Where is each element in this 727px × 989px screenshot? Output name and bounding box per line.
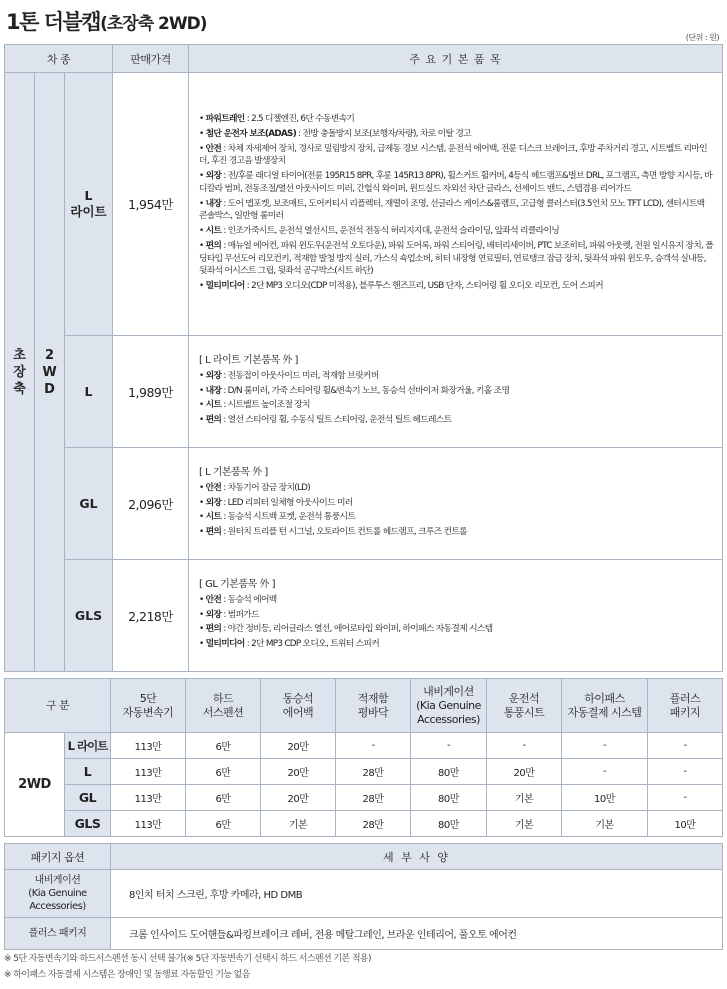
option-cell: - (336, 733, 411, 759)
feature-category: 첨단 운전자 보조(ADAS) (205, 128, 297, 139)
feature-item: • 편의 : 매뉴얼 에어컨, 파워 윈도우(운전석 오토다운), 파워 도어록, 파워 스티어링, 배터리세이버, PTC 보조히터, 파워 아웃렛, 전원 일시유지 장치, 폴딩타입 무선도어 리모컨키, 적재함 발청 방지 실러, 가스식 쇽업소버, 히터 내장형 연료필터, 연료탱크 잠금 장치, 뒷좌석 파워 윈도우, 승객석 실내등, 뒷좌석 어시스트 그립, 뒷좌석 공구박스(시트 하단) (199, 241, 714, 277)
option-drive: 2WD (5, 733, 65, 837)
option-cell: 80만 (411, 785, 487, 811)
feature-item: • 안전 : 차동기어 잠금 장치(LD) (199, 483, 310, 494)
option-cell: 80만 (411, 811, 487, 837)
feature-text: : 도어 맵포켓, 보조매트, 도어커티시 리플렉터, 재떨이 조명, 선글라스 케이스&룸램프, 고급형 클러스터(3.5인치 모노 TFT LCD), 센터시트백 콘솔박스, 일반형 룸미러 (199, 198, 705, 222)
feature-item: • 편의 : 열선 스티어링 휠, 수동식 틸트 스티어링, 운전석 틸트 헤드레스트 (199, 414, 452, 425)
option-cell: 6만 (186, 759, 261, 785)
note: ※ 5단 자동변속기와 하드서스펜션 동시 선택 불가(※ 5단 자동변속기 선택시 하드 서스펜션 기본 적용) (4, 954, 371, 964)
package-table (4, 843, 723, 950)
page-title (6, 6, 207, 36)
option-header: 내비게이션 (Kia Genuine Accessories) (411, 679, 487, 733)
option-cell: 6만 (186, 811, 261, 837)
option-cell: 80만 (411, 759, 487, 785)
feature-category: 내장 (205, 385, 222, 396)
feature-category: 외장 (205, 497, 222, 508)
feature-category: 멀티미디어 (205, 281, 245, 292)
option-cell: 6만 (186, 733, 261, 759)
group-axle: 초 장 축 (5, 73, 35, 672)
option-cell: 20만 (261, 759, 336, 785)
feature-item: • 외장 : LED 리피터 일체형 아웃사이드 미러 (199, 497, 353, 508)
header-price: 판매가격 (113, 45, 189, 73)
feature-text: : 2.5 디젤엔진, 6단 수동변속기 (244, 113, 355, 124)
features-cell (189, 560, 723, 672)
option-header: 5단 자동변속기 (111, 679, 186, 733)
option-cell: 28만 (336, 785, 411, 811)
features-header: [ L 기본품목 外 ] (199, 466, 268, 478)
package-name: 플러스 패키지 (5, 918, 111, 950)
feature-category: 안전 (205, 143, 222, 154)
option-cell: - (562, 759, 648, 785)
option-header: 동승석 에어백 (261, 679, 336, 733)
feature-text: : 2단 MP3 오디오(CDP 미적용), 블루투스 핸즈프리, USB 단자, 스티어링 휠 오디오 리모컨, 도어 스피커 (244, 281, 603, 292)
option-cell: 28만 (336, 759, 411, 785)
features-header: [ GL 기본품목 外 ] (199, 578, 275, 590)
title-sub: (초장축 2WD) (100, 14, 207, 34)
features-cell (189, 336, 723, 448)
feature-text: : D/N 룸미러, 가죽 스티어링 휠&변속기 노브, 동승석 선바이저 화장거울, 키홀 조명 (221, 385, 510, 396)
feature-category: 멀티미디어 (205, 638, 245, 649)
feature-text: : 동승석 시트백 포켓, 운전석 통풍시트 (221, 512, 356, 523)
feature-item: • 편의 : 원터치 트리플 턴 시그널, 오토라이트 컨트롤 헤드램프, 크루즈 컨트롤 (199, 526, 467, 537)
option-cell: - (562, 733, 648, 759)
option-cell: 113만 (111, 785, 186, 811)
option-cell: - (648, 785, 723, 811)
option-cell: - (411, 733, 487, 759)
option-trim: GLS (65, 811, 111, 837)
option-header: 하드 서스펜션 (186, 679, 261, 733)
feature-item: • 편의 : 야간 정비등, 리어글라스 열선, 에어로타입 와이퍼, 하이패스 자동결제 시스템 (199, 624, 493, 635)
option-header: 구 분 (5, 679, 111, 733)
feature-item: • 안전 : 차체 자세제어 장치, 경사로 밀림방지 장치, 급제동 경보 시스템, 운전석 에어백, 전륜 디스크 브레이크, 후방 주차거리 경고, 시트벨트 리마인더, 후진 경고음 발생장치 (199, 143, 707, 167)
feature-text: : 2단 MP3 CDP 오디오, 트위터 스피커 (244, 638, 380, 649)
option-cell: - (487, 733, 562, 759)
feature-text: : 열선 스티어링 휠, 수동식 틸트 스티어링, 운전석 틸트 헤드레스트 (221, 414, 452, 425)
option-cell: 10만 (648, 811, 723, 837)
feature-category: 편의 (205, 624, 222, 635)
trim-cell: GLS (65, 560, 113, 672)
feature-item: • 안전 : 동승석 에어백 (199, 595, 277, 606)
feature-category: 시트 (205, 226, 222, 237)
feature-text: : 차체 자세제어 장치, 경사로 밀림방지 장치, 급제동 경보 시스템, 운전석 에어백, 전륜 디스크 브레이크, 후방 주차거리 경고, 시트벨트 리마인더, 후진 경고음 발생장치 (199, 143, 707, 167)
package-detail: 크롬 인사이드 도어핸들&파킹브레이크 레버, 전용 메탈그레인, 브라운 인테리어, 풀오토 에어컨 (111, 918, 723, 950)
option-cell: 113만 (111, 733, 186, 759)
option-header: 운전석 통풍시트 (487, 679, 562, 733)
feature-item: • 파워트레인 : 2.5 디젤엔진, 6단 수동변속기 (199, 113, 355, 124)
feature-text: : 야간 정비등, 리어글라스 열선, 에어로타입 와이퍼, 하이패스 자동결제 시스템 (221, 624, 493, 635)
feature-text: : 전/후륜 래디얼 타이어(전륜 195R15 8PR, 후륜 145R13 8PR), 휠스커트 휠커버, 4등식 헤드램프&벌브 DRL, 포그램프, 측면 방향 지시등, 바디칼라 범퍼, 전동조절/열선 아웃사이드 미러, 간헐식 와이퍼, 윈드실드 자외선 차단 글라스, 선셰이드 밴드, 스텝겸용 리어가드 (199, 171, 712, 194)
feature-item: • 내장 : 도어 맵포켓, 보조매트, 도어커티시 리플렉터, 재떨이 조명, 선글라스 케이스&룸램프, 고급형 클러스터(3.5인치 모노 TFT LCD), 센터시트백 콘솔박스, 일반형 룸미러 (199, 198, 705, 222)
option-cell: 기본 (487, 785, 562, 811)
feature-text: : 차동기어 잠금 장치(LD) (221, 483, 310, 494)
features-cell (189, 448, 723, 560)
option-trim: L (65, 759, 111, 785)
option-trim: GL (65, 785, 111, 811)
option-header: 적재함 평바닥 (336, 679, 411, 733)
feature-item: • 시트 : 시트벨트 높이조절 장치 (199, 400, 310, 411)
package-name: 내비게이션 (Kia Genuine Accessories) (5, 870, 111, 918)
feature-item: • 내장 : D/N 룸미러, 가죽 스티어링 휠&변속기 노브, 동승석 선바이저 화장거울, 키홀 조명 (199, 385, 510, 396)
feature-category: 시트 (205, 400, 222, 411)
feature-category: 파워트레인 (205, 113, 245, 124)
option-cell: 기본 (261, 811, 336, 837)
feature-category: 편의 (205, 526, 222, 537)
feature-text: : LED 리피터 일체형 아웃사이드 미러 (221, 497, 353, 508)
option-cell: 28만 (336, 811, 411, 837)
feature-category: 편의 (205, 414, 222, 425)
feature-item: • 외장 : 범퍼가드 (199, 609, 259, 620)
option-cell: - (648, 733, 723, 759)
feature-text: : 전방 충돌방지 보조(보행자/차량), 차로 이탈 경고 (296, 128, 471, 139)
feature-text: : 범퍼가드 (221, 609, 259, 620)
option-cell: 기본 (487, 811, 562, 837)
package-header-detail: 세 부 사 양 (111, 844, 723, 870)
option-cell: 10만 (562, 785, 648, 811)
feature-category: 안전 (205, 483, 222, 494)
trim-cell: L 라이트 (65, 73, 113, 336)
feature-item: • 멀티미디어 : 2단 MP3 CDP 오디오, 트위터 스피커 (199, 638, 380, 649)
header-type: 차 종 (5, 45, 113, 73)
package-header-option: 패키지 옵션 (5, 844, 111, 870)
feature-category: 시트 (205, 512, 222, 523)
feature-category: 안전 (205, 595, 222, 606)
price-cell: 1,989만 (113, 336, 189, 448)
note: ※ 하이패스 자동결제 시스템은 장애인 및 동행료 자동할인 기능 없음 (4, 970, 250, 980)
feature-category: 외장 (205, 171, 222, 182)
feature-text: : 동승석 에어백 (221, 595, 277, 606)
feature-text: : 인조가죽시트, 운전석 열선시트, 운전석 전동식 허리지지대, 운전석 슬라이딩, 앞좌석 리클라이닝 (221, 226, 560, 237)
option-table (4, 678, 723, 837)
option-cell: 6만 (186, 785, 261, 811)
unit-label: (단위 : 원) (685, 33, 719, 42)
group-drive: 2 W D (35, 73, 65, 672)
option-header: 하이패스 자동결제 시스템 (562, 679, 648, 733)
feature-category: 외장 (205, 371, 222, 382)
option-cell: 20만 (261, 733, 336, 759)
option-cell: 113만 (111, 759, 186, 785)
feature-category: 편의 (205, 241, 222, 252)
option-header: 플러스 패키지 (648, 679, 723, 733)
feature-item: • 첨단 운전자 보조(ADAS) : 전방 충돌방지 보조(보행자/차량), 차로 이탈 경고 (199, 128, 471, 139)
option-cell: 20만 (261, 785, 336, 811)
option-cell: - (648, 759, 723, 785)
price-cell: 2,218만 (113, 560, 189, 672)
header-features: 주 요 기 본 품 목 (189, 45, 723, 73)
package-detail: 8인치 터치 스크린, 후방 카메라, HD DMB (111, 870, 723, 918)
trim-cell: GL (65, 448, 113, 560)
feature-text: : 매뉴얼 에어컨, 파워 윈도우(운전석 오토다운), 파워 도어록, 파워 스티어링, 배터리세이버, PTC 보조히터, 파워 아웃렛, 전원 일시유지 장치, 폴딩타입 무선도어 리모컨키, 적재함 발청 방지 실러, 가스식 쇽업소버, 히터 내장형 연료필터, 연료탱크 잠금 장치, 뒷좌석 파워 윈도우, 승객석 실내등, 뒷좌석 어시스트 그립, 뒷좌석 공구박스(시트 하단) (199, 241, 714, 277)
feature-category: 내장 (205, 198, 222, 209)
option-cell: 20만 (487, 759, 562, 785)
feature-item: • 시트 : 동승석 시트백 포켓, 운전석 통풍시트 (199, 512, 356, 523)
feature-category: 외장 (205, 609, 222, 620)
option-cell: 기본 (562, 811, 648, 837)
feature-text: : 시트벨트 높이조절 장치 (221, 400, 310, 411)
feature-item: • 외장 : 전/후륜 래디얼 타이어(전륜 195R15 8PR, 후륜 145R13 8PR), 휠스커트 휠커버, 4등식 헤드램프&벌브 DRL, 포그램프, 측면 방향 지시등, 바디칼라 범퍼, 전동조절/열선 아웃사이드 미러, 간헐식 와이퍼, 윈드실드 자외선 차단 글라스, 선셰이드 밴드, 스텝겸용 리어가드 (199, 171, 712, 194)
title-main: 1톤 더블캡 (6, 10, 101, 34)
feature-text: : 원터치 트리플 턴 시그널, 오토라이트 컨트롤 헤드램프, 크루즈 컨트롤 (221, 526, 467, 537)
features-cell (189, 73, 723, 336)
price-cell: 1,954만 (113, 73, 189, 336)
feature-item: • 외장 : 전동접이 아웃사이드 미러, 적재함 브릿커버 (199, 371, 379, 382)
trim-cell: L (65, 336, 113, 448)
feature-item: • 시트 : 인조가죽시트, 운전석 열선시트, 운전석 전동식 허리지지대, 운전석 슬라이딩, 앞좌석 리클라이닝 (199, 226, 560, 237)
features-header: [ L 라이트 기본품목 外 ] (199, 354, 298, 366)
option-trim: L 라이트 (65, 733, 111, 759)
spec-table (4, 44, 723, 672)
price-cell: 2,096만 (113, 448, 189, 560)
feature-text: : 전동접이 아웃사이드 미러, 적재함 브릿커버 (221, 371, 379, 382)
feature-item: • 멀티미디어 : 2단 MP3 오디오(CDP 미적용), 블루투스 핸즈프리, USB 단자, 스티어링 휠 오디오 리모컨, 도어 스피커 (199, 281, 603, 292)
option-cell: 113만 (111, 811, 186, 837)
